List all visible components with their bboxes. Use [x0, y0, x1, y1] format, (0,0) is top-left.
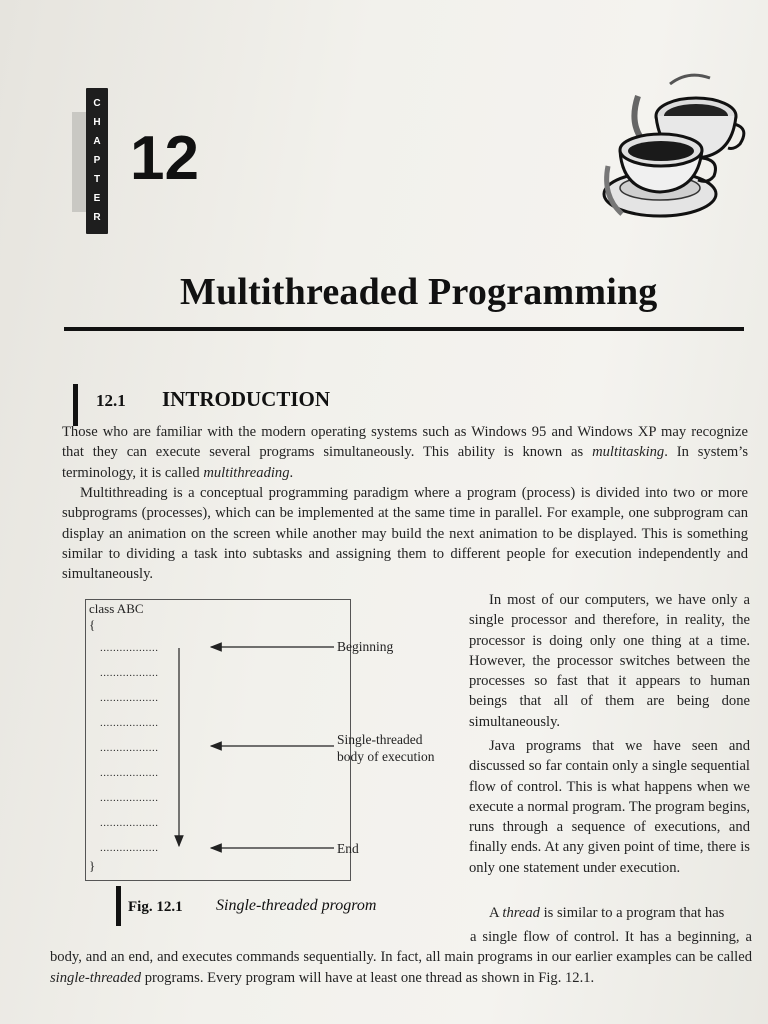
code-dots: .................. [100, 817, 159, 829]
emphasis: multitasking [592, 444, 665, 461]
code-dots: .................. [100, 642, 159, 654]
code-dots: .................. [100, 792, 159, 804]
figure-number: Fig. 12.1 [128, 899, 183, 915]
chapter-number: 12 [130, 124, 199, 193]
paragraph-java: Java programs that we have seen and discussed so far contain only a single sequential flow of control. This is what happens when we execute a normal program. The program begins, runs through a sequence of executions, and finally ends. At any given point of time, there is only one statement under execution. [469, 738, 750, 876]
section-number: 12.1 [96, 391, 126, 410]
chapter-letter: E [93, 193, 101, 204]
chapter-title: Multithreaded Programming [180, 271, 658, 313]
emphasis: single-threaded [50, 969, 142, 986]
chapter-letter: A [93, 136, 101, 147]
chapter-letter: T [93, 174, 101, 185]
chapter-letter: C [93, 98, 101, 109]
label-body-1: Single-threaded [337, 732, 423, 747]
code-dots: .................. [100, 742, 159, 754]
text-run: a single flow of control. It has a beginning, a body, and an end, and executes commands sequentially. In fact, all main programs in our earlier examples can be called [50, 929, 752, 966]
chapter-letter: P [93, 155, 101, 166]
emphasis: thread [502, 905, 540, 921]
section-title: INTRODUCTION [162, 387, 331, 411]
code-open-brace: { [89, 617, 96, 632]
code-close-brace: } [89, 858, 96, 873]
code-dots: .................. [100, 692, 159, 704]
paragraph-multithreading: Multithreading is a conceptual programming paradigm where a program (process) is divided into two or more subprograms (processes), which can be implemented at the same time in parallel. For example, one subprogram can display an animation on the screen while another may build the next animation to be displayed. This is something similar to dividing a task into subtasks and assigning them to different people for execution independently and simultaneously. [62, 485, 748, 583]
paragraph-thread [50, 927, 752, 988]
code-dots: .................. [100, 767, 159, 779]
emphasis: multithreading [203, 464, 290, 481]
text-run: . In system’s terminology, it is called [62, 444, 749, 481]
chapter-letter: R [93, 212, 101, 223]
chapter-letter: H [93, 117, 101, 128]
code-dots: .................. [100, 667, 159, 679]
text-run: . [289, 464, 294, 481]
caption-bar [116, 886, 121, 926]
text-run: is similar to a program that has [539, 905, 725, 921]
text-run: A [489, 905, 503, 921]
text-run: Those who are familiar with the modern operating systems such as Windows 95 and Windows XP may recognize that they can execute several programs simultaneously. This ability is known as [62, 424, 748, 461]
paragraph-thread-start [469, 903, 751, 923]
code-dots: .................. [100, 717, 159, 729]
paragraph-processor: In most of our computers, we have only a single processor and therefore, in reality, the processor is doing only one thing at a time. However, the processor switches between the processes so fast that it appears to human beings that all of them are being done simultaneously. [469, 592, 750, 730]
text-run: programs. Every program will have at least one thread as shown in Fig. 12.1. [141, 969, 595, 986]
code-class-line: class ABC [89, 601, 144, 616]
label-beginning: Beginning [337, 639, 394, 654]
code-dots: .................. [100, 842, 159, 854]
label-end: End [337, 841, 359, 856]
label-body-2: body of execution [337, 749, 435, 764]
figure-caption: Single-threaded progrom [216, 897, 377, 914]
